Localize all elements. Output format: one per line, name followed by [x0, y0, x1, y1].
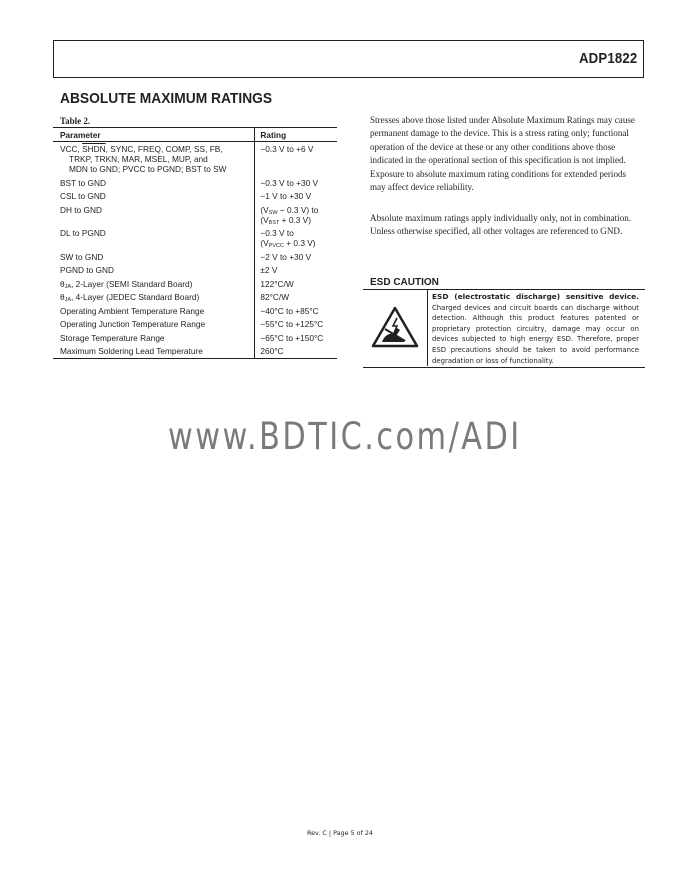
watermark: www.BDTIC.com/ADI [168, 415, 522, 458]
parameter-line [60, 144, 223, 154]
parameter-text: VCC, [60, 144, 83, 154]
subscript: JA [64, 283, 72, 290]
rating-cell: 260°C [255, 344, 337, 358]
parameter-cell: BST to GND [60, 177, 106, 188]
esd-heading: ESD CAUTION [370, 277, 439, 288]
rating-cell [255, 203, 337, 227]
stress-paragraph: Stresses above those listed under Absolute Maximum Ratings may cause permanent damage to the device. This is a stress rating only; functional operation of the device at these or any other conditions above those indicated in the operational section of this specification is not implied. Exposure to absolute maximum rating conditions for extended periods may affect device reliability. [370, 115, 635, 193]
shdn-pin-label: SHDN [82, 144, 106, 154]
rating-cell: −0.3 V to +30 V [255, 176, 337, 190]
esd-warning-icon [371, 306, 419, 348]
column-header-parameter: Parameter [53, 128, 255, 142]
esd-bold-text: ESD (electrostatic discharge) sensitive device. [432, 292, 639, 301]
parameter-cell: Maximum Soldering Lead Temperature [53, 344, 255, 358]
parameter-cell: DH to GND [60, 204, 102, 215]
parameter-text: , SYNC, FREQ, COMP, SS, FB, [105, 144, 223, 154]
rating-cell: 82°C/W [255, 290, 337, 304]
parameter-cell: Operating Junction Temperature Range [60, 319, 206, 329]
ratings-note-paragraph: Absolute maximum ratings apply individually only, not in combination. Unless otherwise specified, all other voltages are referenced to GND. [370, 213, 632, 237]
subscript: JA [64, 297, 72, 303]
table-row [53, 189, 337, 203]
table-row [53, 290, 337, 304]
parameter-text: , 2-Layer (SEMI Standard Board) [71, 278, 193, 289]
column-header-rating: Rating [255, 128, 337, 142]
rating-cell [255, 226, 337, 250]
rating-line: −0.3 V to [260, 228, 294, 238]
parameter-cell [53, 142, 255, 176]
table-row [53, 142, 337, 176]
table-row [53, 250, 337, 264]
table-row [53, 304, 337, 318]
parameter-cell [53, 277, 255, 291]
rating-text: − 0.3 V) to [277, 204, 319, 215]
parameter-line: MDN to GND; PVCC to PGND; BST to SW [69, 164, 227, 174]
rating-cell: −1 V to +30 V [255, 189, 337, 203]
section-title: ABSOLUTE MAXIMUM RATINGS [60, 90, 273, 107]
parameter-cell: SW to GND [60, 251, 104, 262]
parameter-cell: DL to PGND [60, 228, 106, 238]
table-caption: Table 2. [60, 116, 91, 126]
esd-body-text: Charged devices and circuit boards can discharge without detection. Although this product features patented or proprietary protection circuitry, damage may occur on devices subjected to high energy ESD. Therefore, proper ESD precautions should be taken to avoid performance degradation or loss of functionality. [432, 303, 639, 365]
table-header-row [53, 128, 337, 142]
rating-cell: −2 V to +30 V [255, 250, 337, 264]
page-header [53, 40, 644, 78]
rating-text: (V [260, 214, 269, 225]
rating-text: (V [260, 204, 269, 215]
rating-text: (V [260, 238, 269, 248]
parameter-cell: PGND to GND [60, 265, 114, 275]
rating-text: + 0.3 V) [279, 214, 311, 225]
parameter-text: , 4-Layer (JEDEC Standard Board) [71, 292, 200, 302]
table-row [53, 331, 337, 345]
part-number: ADP1822 [578, 50, 637, 67]
parameter-cell: Storage Temperature Range [60, 332, 165, 343]
parameter-line: TRKP, TRKN, MAR, MSEL, MUP, and [69, 154, 208, 164]
esd-caution-box [363, 289, 645, 368]
esd-caution-text [432, 292, 639, 366]
table-row [53, 317, 337, 331]
parameter-cell: CSL to GND [60, 191, 106, 201]
rating-line [260, 205, 318, 215]
table-row [53, 277, 337, 291]
parameter-text: θ [60, 292, 65, 302]
rating-cell: −40°C to +85°C [255, 304, 337, 318]
rating-line [260, 238, 315, 248]
subscript: PVCC [268, 243, 284, 249]
page-footer: Rev. C | Page 5 of 24 [306, 829, 374, 837]
rating-cell: ±2 V [255, 263, 337, 277]
table-row [53, 176, 337, 190]
rating-text: + 0.3 V) [283, 238, 316, 248]
subscript: BST [268, 219, 280, 226]
ratings-table [53, 127, 337, 359]
rating-line [260, 215, 311, 225]
parameter-text: θ [60, 278, 65, 289]
table-row [53, 263, 337, 277]
subscript: SW [268, 209, 278, 216]
rating-cell: −0.3 V to +6 V [255, 142, 337, 176]
rating-cell: 122°C/W [255, 277, 337, 291]
rating-cell: −55°C to +125°C [255, 317, 337, 331]
table-row [53, 226, 337, 250]
rating-cell: −65°C to +150°C [255, 331, 337, 345]
table-row [53, 203, 337, 227]
parameter-cell: Operating Ambient Temperature Range [60, 305, 205, 316]
table-row [53, 344, 337, 358]
esd-icon-cell [363, 290, 428, 366]
parameter-cell [53, 290, 255, 304]
